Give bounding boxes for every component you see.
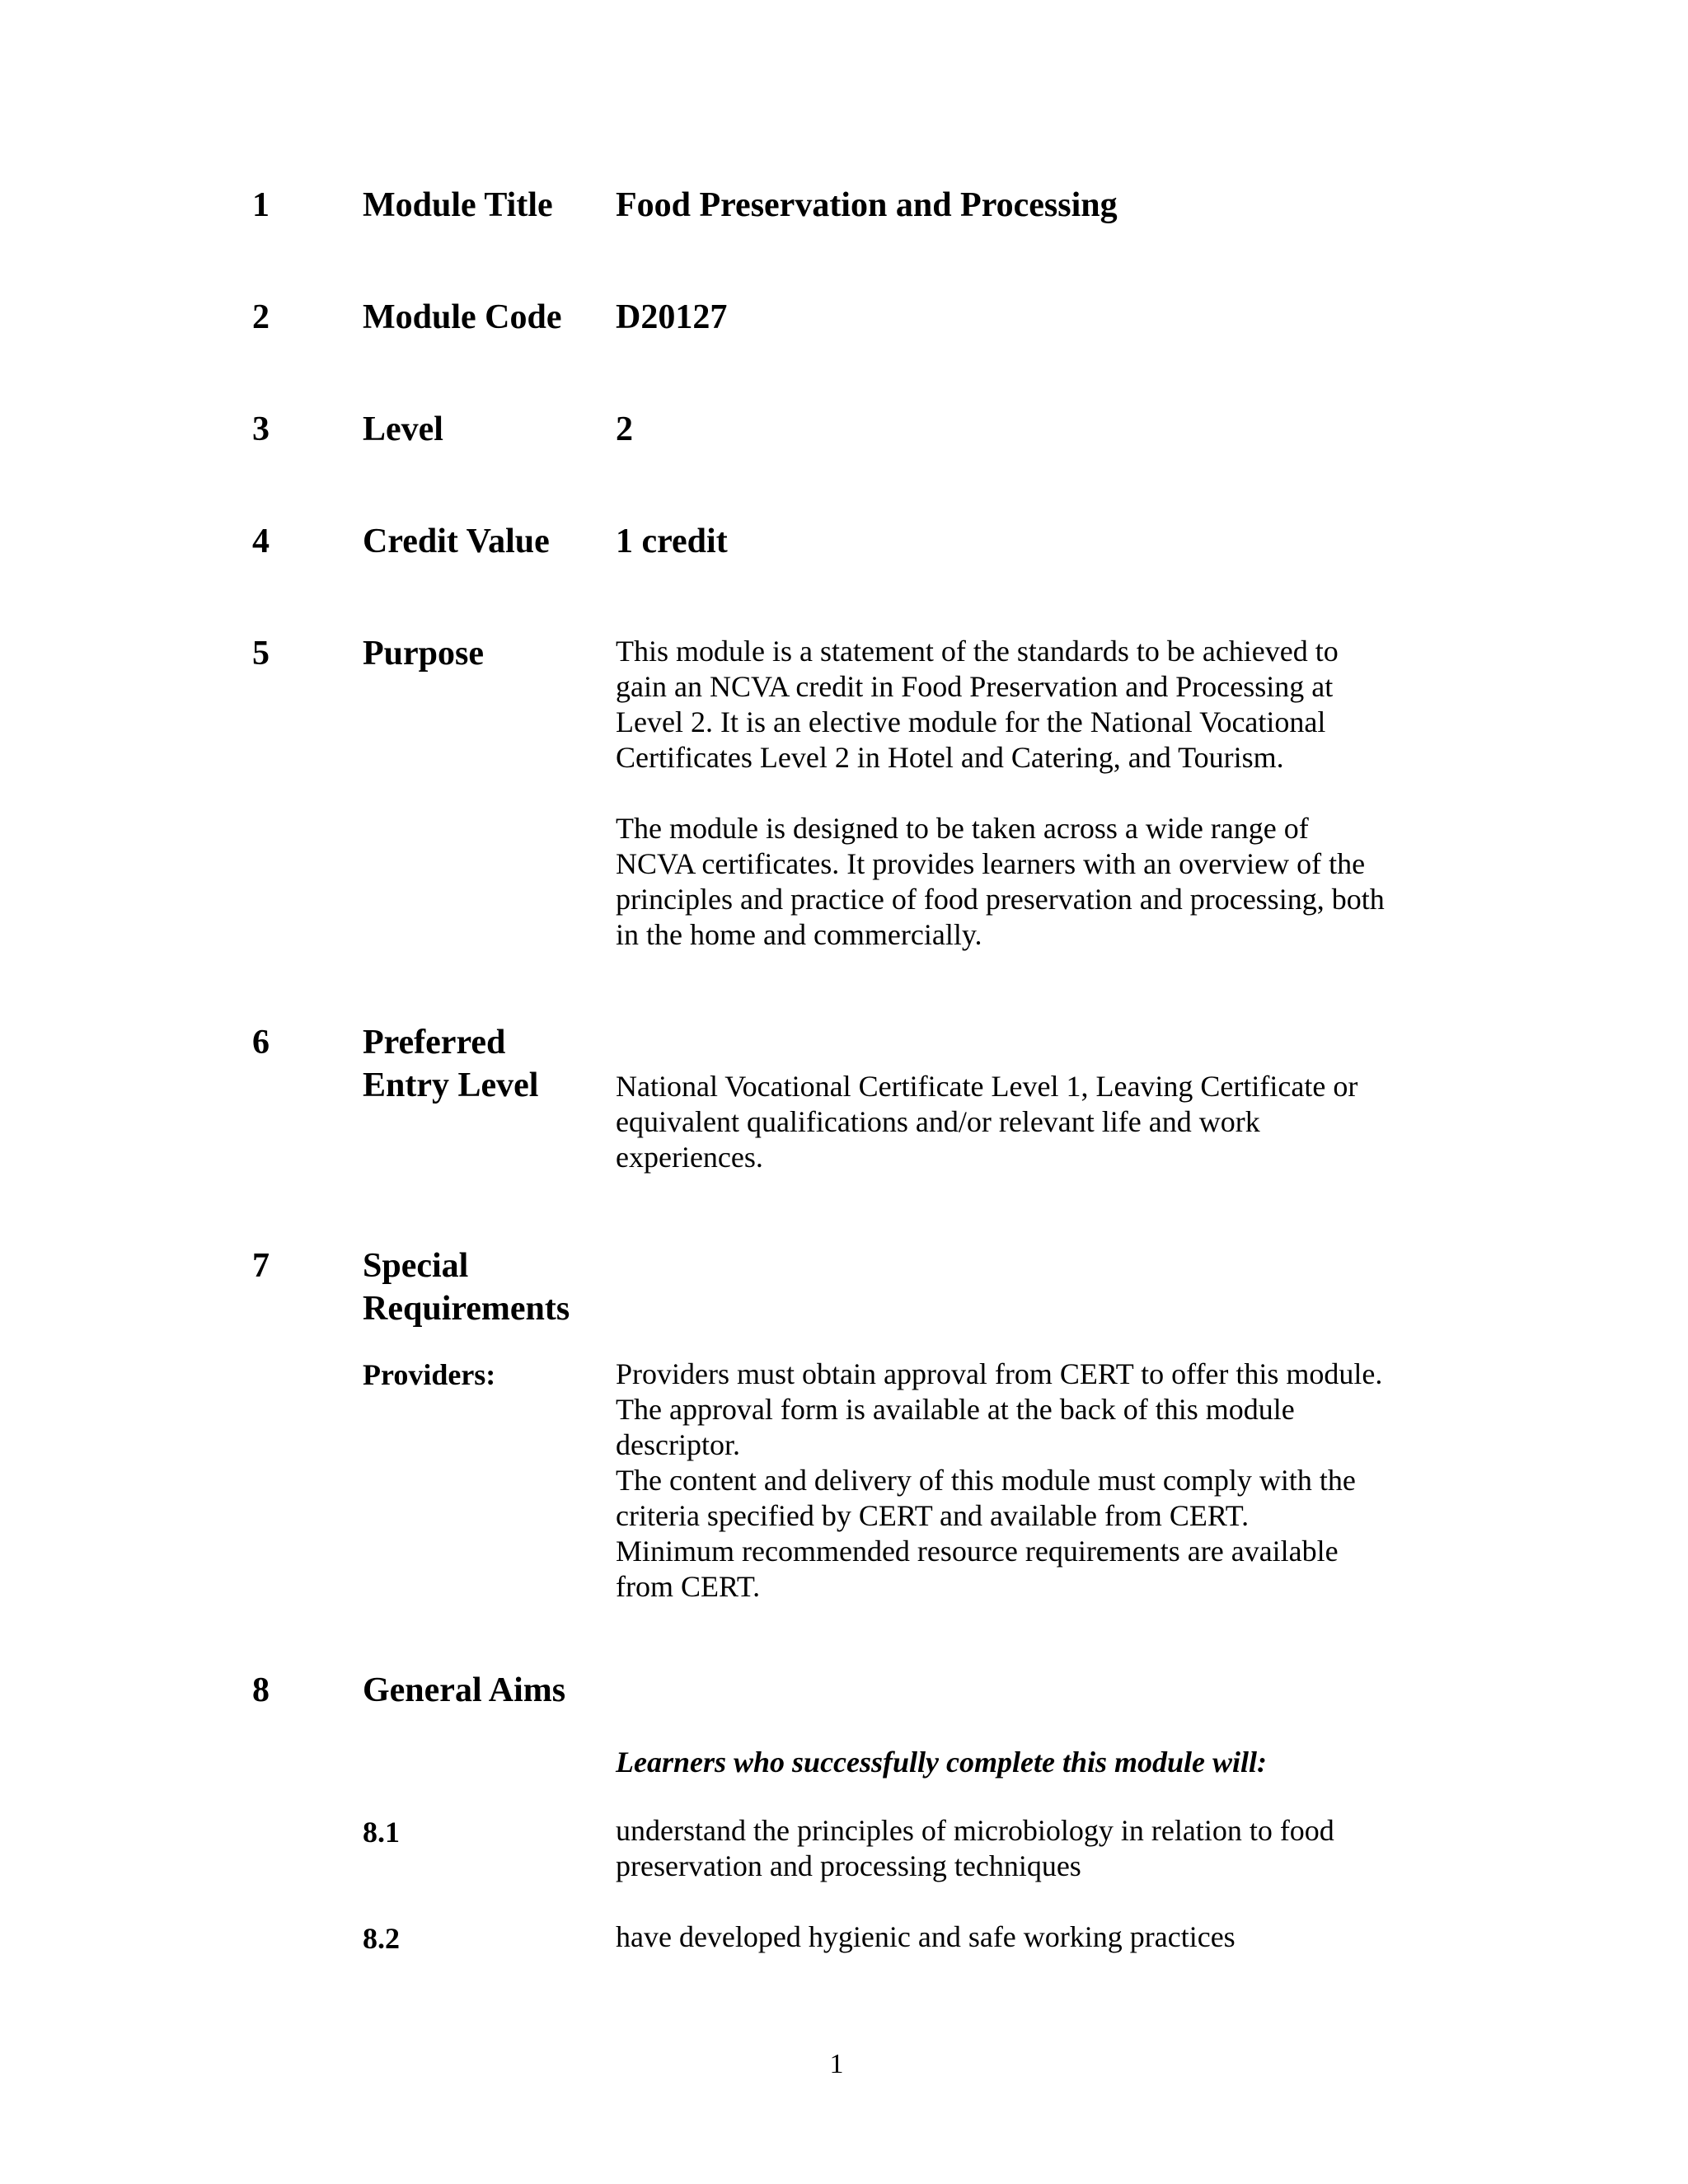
purpose-paragraph-1	[616, 634, 1456, 776]
preferred-entry-level-label-line1: Preferred	[363, 1024, 506, 1062]
text-line: National Vocational Certificate Level 1, Leaving Certificate or	[616, 1070, 1358, 1103]
text-line: gain an NCVA credit in Food Preservation and Processing at	[616, 670, 1334, 703]
section-number: 4	[252, 523, 270, 560]
text-line: Certificates Level 2 in Hotel and Catering, and Tourism.	[616, 741, 1284, 774]
text-line: Level 2. It is an elective module for the National Vocational	[616, 705, 1326, 738]
text-line: principles and practice of food preservation and processing, both	[616, 883, 1385, 916]
preferred-entry-level-label-line2: Entry Level	[363, 1066, 539, 1104]
text-line: equivalent qualifications and/or relevant life and work	[616, 1105, 1260, 1138]
text-line: understand the principles of microbiology in relation to food	[616, 1814, 1334, 1847]
section-number: 3	[252, 410, 270, 448]
section-number: 6	[252, 1024, 270, 1062]
module-code-label: Module Code	[363, 298, 562, 336]
text-line: preservation and processing techniques	[616, 1849, 1081, 1882]
section-number: 2	[252, 298, 270, 336]
providers-label: Providers:	[363, 1358, 496, 1391]
level-label: Level	[363, 410, 443, 448]
aim-text	[616, 1919, 1456, 1955]
section-number: 8	[252, 1671, 270, 1709]
general-aims-label: General Aims	[363, 1671, 566, 1709]
section-number: 1	[252, 186, 270, 224]
providers-text	[616, 1357, 1456, 1605]
preferred-entry-level-text	[616, 1069, 1456, 1175]
text-line: descriptor.	[616, 1428, 740, 1461]
special-requirements-label-line1: Special	[363, 1247, 469, 1285]
text-line: The module is designed to be taken across a wide range of	[616, 812, 1309, 845]
text-line: The content and delivery of this module must comply with the	[616, 1464, 1356, 1497]
credit-value-label: Credit Value	[363, 523, 550, 560]
text-line: Minimum recommended resource requirements are available	[616, 1535, 1339, 1568]
section-number: 7	[252, 1247, 270, 1285]
aim-text	[616, 1813, 1456, 1884]
level-value: 2	[616, 410, 633, 448]
aim-number: 8.1	[363, 1816, 400, 1849]
text-line: This module is a statement of the standards to be achieved to	[616, 635, 1339, 668]
purpose-label: Purpose	[363, 635, 484, 673]
credit-value: 1 credit	[616, 523, 728, 560]
page-number: 1	[829, 2049, 844, 2079]
module-title-label: Module Title	[363, 186, 553, 224]
text-line: have developed hygienic and safe working practices	[616, 1920, 1236, 1953]
general-aims-intro: Learners who successfully complete this module will:	[616, 1746, 1267, 1779]
text-line: NCVA certificates. It provides learners with an overview of the	[616, 847, 1366, 880]
text-line: Providers must obtain approval from CERT to offer this module.	[616, 1357, 1383, 1390]
aim-number: 8.2	[363, 1922, 400, 1955]
text-line: from CERT.	[616, 1570, 761, 1603]
section-number: 5	[252, 635, 270, 673]
module-title-value: Food Preservation and Processing	[616, 186, 1118, 224]
purpose-paragraph-2	[616, 811, 1456, 953]
text-line: experiences.	[616, 1141, 763, 1174]
text-line: The approval form is available at the back of this module	[616, 1393, 1295, 1426]
text-line: in the home and commercially.	[616, 918, 982, 951]
special-requirements-label-line2: Requirements	[363, 1290, 570, 1328]
text-line: criteria specified by CERT and available from CERT.	[616, 1499, 1250, 1532]
module-code-value: D20127	[616, 298, 728, 336]
